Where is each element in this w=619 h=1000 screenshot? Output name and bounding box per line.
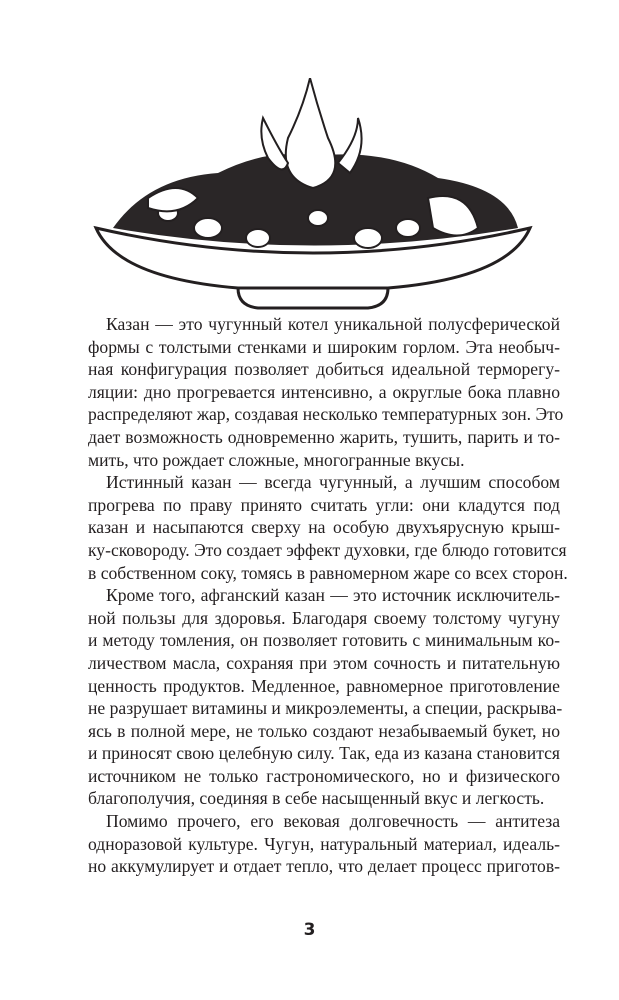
text-line: личеством масла, сохраняя при этом сочность и питательную [88, 652, 560, 673]
text-line: Помимо прочего, его вековая долговечность — антитеза [106, 811, 560, 832]
text-line: и методу томления, он позволяет готовить с минимальным ко- [88, 630, 560, 651]
text-line: не разрушает витамины и микроэлементы, а специи, раскрыва- [88, 698, 563, 719]
text-line: ку-сковороду. Это создает эффект духовки, где блюдо готовится [88, 539, 567, 560]
text-line: мить, что рождает сложные, многогранные вкусы. [88, 449, 465, 470]
text-line: прогрева по праву принято считать угли: они кладутся под [88, 494, 560, 515]
text-line: казан и насыпаются сверху на особую двухъярусную крыш- [88, 517, 560, 538]
paragraph [88, 810, 560, 878]
page-number: 3 [303, 920, 316, 940]
text-line: Казан — это чугунный котел уникальной полусферической [106, 314, 560, 334]
text-line: ясь в полной мере, не только создают незабываемый букет, но [88, 720, 560, 741]
body-text [88, 313, 568, 878]
text-line: в собственном соку, томясь в равномерном жаре со всех сторон. [88, 562, 568, 583]
text-line: Истинный казан — всегда чугунный, а лучшим способом [106, 472, 560, 493]
pilaf-bowl-illustration [88, 78, 538, 310]
text-line: ценность продуктов. Медленное, равномерное приготовление [88, 675, 560, 696]
paragraph [88, 584, 563, 810]
text-line: ной пользы для здоровья. Благодаря своему толстому чугуну [88, 607, 560, 628]
text-line: благополучия, соединяя в себе насыщенный вкус и легкость. [88, 788, 545, 809]
text-line: формы с толстыми стенками и широким горлом. Эта необыч- [88, 336, 560, 357]
text-line: ляции: дно прогревается интенсивно, а округлые бока плавно [88, 381, 560, 402]
paragraph [88, 471, 568, 584]
text-line: дает возможность одновременно жарить, тушить, парить и то- [88, 426, 560, 447]
text-line: Кроме того, афганский казан — это источник исключитель- [106, 585, 560, 606]
text-line: распределяют жар, создавая несколько температурных зон. Это [88, 404, 564, 425]
text-line: источником не только гастрономического, но и физического [88, 765, 560, 786]
paragraph [88, 313, 564, 471]
text-line: и приносят свою целебную силу. Так, еда из казана становится [88, 743, 560, 764]
text-line: но аккумулирует и отдает тепло, что делает процесс приготов- [88, 856, 560, 877]
text-line: ная конфигурация позволяет добиться идеальной терморегу- [88, 359, 560, 380]
text-line: одноразовой культуре. Чугун, натуральный материал, идеаль- [88, 833, 560, 854]
